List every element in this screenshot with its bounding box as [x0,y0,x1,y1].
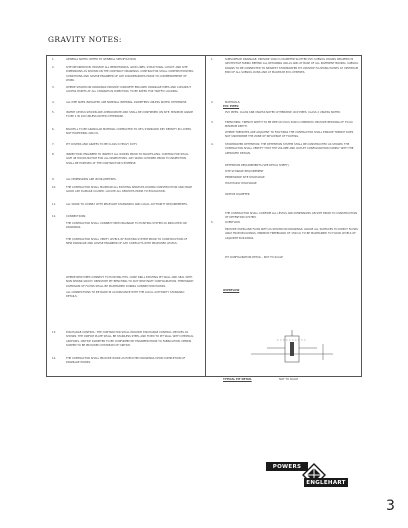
note-text: GENERAL NOTES: REFER TO GENERAL SPECIFICATION. [66,58,137,61]
note-text: PVC PIPES: CLASS SN8 UNLESS NOTED OTHERWISE. RCP PIPES: CLASS 2 UNLESS NOTED. [225,111,341,114]
note-number: 3. [211,121,214,124]
note-number: 9. [52,178,55,181]
note-number: 14. [52,357,57,360]
note-text: TRENCHING: TRENCH WIDTH TO BE PIPE OD PLUS 300mm MINIMUM. PROVIDE BEDDING OF 75mm MINIMUM DEPTH. [225,121,354,129]
note-number: 3. [52,86,55,89]
overflow-subheading: OVERFLOW [223,289,240,292]
note-text: ALL CONNECTIONS TO BE MADE IN ACCORDANCE WITH THE LOCAL AUTHORITY STANDARD DETAILS. [66,291,185,299]
materials-subheading: PVC PIPES: [223,105,240,108]
note-text: PROVIDE OVERLAND FLOW PATH AS SHOWN ON DRAWINGS. GRADE ALL SURFACES TO DIRECT FLOWS AWAY FROM BUILDINGS. MINIMUM FREEBOARD OF 150mm TO BE MAINTAINED TO FLOOR LEVELS OF ADJACENT BUILDINGS. [225,228,358,240]
note-text: PIT COVERS AND GRATES TO BE CLASS D HEAVY DUTY. [66,143,138,146]
note-text: BACKFILL TO BE GRANULAR MATERIAL COMPACTED TO 95% STANDARD DRY DENSITY IN LAYERS NOT EXCEEDING 200mm. [66,128,192,136]
note-text: THE CONTRACTOR SHALL CONNECT NEW DRAINAGE TO EXISTING SYSTEM AS INDICATED ON DRAWINGS. [66,222,187,230]
note-text: ALL PIPE SIZES INDICATED ARE NOMINAL INTERNAL DIAMETERS UNLESS NOTED OTHERWISE. [66,101,188,104]
note-text: OVERFLOW: [225,221,241,224]
schematic-orifice-plate [290,342,294,356]
note-text: PIT CONFIGURATION DETAIL - NOT TO SCALE [225,256,283,259]
company-logo [262,458,352,492]
note-number: 4. [52,101,55,104]
note-number: 7. [52,143,55,146]
note-number: 13. [52,331,57,334]
note-text: SITE INFORMATION: PROVIDE ALL BENCHMARKS, GRID LINES, STRUCTURAL LAYOUT AND SITE DIMENSIONS AS SHOWN ON THE CONTRACT DRAWINGS. CONTRACTOR SHALL CONFIRM EXISTING CONDITIONS AND ADVISE ENGINEER OF ANY DISCREPANCIES PRIOR TO COMMENCEMENT OF WORK. [66,66,194,82]
detail-scale: NOT TO SCALE [279,378,299,381]
note-text: PERMISSIBLE SITE DISCHARGE [225,176,265,179]
note-number: 8. [52,153,55,156]
note-text: WHERE SHOWN ON DRAWINGS PROVIDE CONCRETE ENCASED DRAINAGE PIPES AND CLEANOUT ACCESS POINTS AT ALL CHANGES IN DIRECTION, TO BE RATED FOR TRAFFIC LOADING. [66,86,192,94]
page-number: 3 [386,498,395,514]
note-text: INVERT LEVELS SHOWN ARE APPROXIMATE AND SHALL BE CONFIRMED ON SITE. MINIMUM GRADE TO BE 1 IN 100 UNLESS NOTED OTHERWISE. [66,111,194,119]
note-text: HIGH EARLY DISCHARGE [225,182,257,185]
note-number: 1. [52,58,55,61]
note-number: 2. [211,101,214,104]
note-text: CONNECTIONS: [66,215,87,218]
note-text: WHERE TRENCHES ARE ADJACENT TO FOOTINGS THE CONTRACTOR SHALL ENSURE TRENCH DOES NOT UNDERMINE THE ZONE OF INFLUENCE OF FOOTING. [225,131,354,139]
note-number: 6. [52,128,55,131]
notes-table [46,55,362,381]
column-divider [205,56,206,376]
note-text: THE CONTRACTOR SHALL VERIFY LEVELS OF EXISTING SYSTEM PRIOR TO CONSTRUCTION OF NEW DRAINAGE AND ADVISE ENGINEER OF ANY CONFLICTS WITH PROPOSED LEVELS. [66,238,188,246]
note-text: ORIFICE DIAMETER [225,193,250,196]
logo-top-band: POWERS [266,462,308,471]
note-text: DETENTION REQUIREMENTS (SEE DETAIL SHEET): [225,164,290,167]
note-text: DISCHARGE CONTROL: THE CONTRACTOR SHALL PROVIDE DISCHARGE CONTROL DEVICES AS SHOWN. THE ORIFICE PLATE SHALL BE STAINLESS STEEL AND FIXED TO PIT WALL WITH CHEMICAL ANCHORS. ORIFICE DIAMETER TO BE CONFIRMED BY ENGINEER PRIOR TO FABRICATION. DEBRIS SCREEN TO BE PROVIDED UPSTREAM OF ORIFICE. [66,331,194,347]
note-text: ALL WORK TO COMPLY WITH RELEVANT STANDARDS AND LOCAL AUTHORITY REQUIREMENTS. [66,203,188,206]
note-text: STORMWATER DETENTION: THE DETENTION SYSTEM SHALL BE CONSTRUCTED AS SHOWN. THE CONTRACTOR SHALL CERTIFY THAT THE VOLUME AND OUTLET CONFIGURATION COMPLY WITH THE APPROVED DESIGN. [225,143,354,155]
note-number: 5. [52,111,55,114]
note-text: MATERIALS: [225,101,241,104]
note-text: SITE STORAGE REQUIREMENT [225,170,264,173]
note-text: INSPECTION: ENGINEER TO INSPECT ALL WORKS PRIOR TO BACKFILLING. CONTRACTOR SHALL GIVE 48 HOURS NOTICE FOR ALL INSPECTIONS. ANY WORK COVERED PRIOR TO INSPECTION SHALL BE EXPOSED AT THE CONTRACTOR'S EXPENSE. [66,153,189,165]
note-text: ALL DIMENSIONS ARE IN MILLIMETRES. [66,178,117,181]
note-text: WHERE NEW PIPES CONNECT TO EXISTING PITS, CORE DRILL EXISTING PIT WALL AND SEAL WITH NON SHRINK GROUT. REINSTATE PIT BENCHING TO SUIT NEW INLET CONFIGURATION. TEMPORARY DIVERSION OF FLOWS SHALL BE MAINTAINED DURING CONNECTION WORKS. [66,276,194,288]
note-text: THE CONTRACTOR SHALL MAINTAIN ALL EXISTING SERVICES DURING CONSTRUCTION AND MAKE GOOD ANY DAMAGE CAUSED. LOCATE ALL SERVICES PRIOR TO EXCAVATION. [66,186,193,194]
note-text: THE CONTRACTOR SHALL CONFIRM ALL LEVELS AND DIMENSIONS ON SITE PRIOR TO CONSTRUCTION OF DETENTION SYSTEM. [225,212,358,220]
note-text: SUBSURFACE DRAINAGE: PROVIDE 100mm DIAMETER SLOTTED PVC SUBSOIL DRAINS WRAPPED IN GEOTEXTILE FABRIC BEHIND ALL RETAINING WALLS AND AT BASE OF ALL PAVEMENT BOXING. SUBSOIL DRAINS TO BE CONNECTED TO NEAREST STORMWATER PIT. PROVIDE FLUSHING POINTS AT UPSTREAM END OF ALL SUBSOIL RUNS AND AT MAXIMUM 30m CENTRES. [225,58,359,74]
pit-detail-schematic [247,326,337,374]
page-title: GRAVITY NOTES: [48,35,122,44]
detail-title: TYPICAL PIT DETAIL [223,378,252,381]
logo-bottom-band: ENGLEHART [304,478,348,487]
note-number: 2. [52,66,55,69]
note-number: 4. [211,143,214,146]
note-text: THE CONTRACTOR SHALL PROVIDE WORK AS EXECUTED DRAWINGS UPON COMPLETION OF DRAINAGE WORKS. [66,357,186,365]
note-number: 1. [211,58,214,61]
note-number: 5. [211,221,214,224]
note-number: 11. [52,203,57,206]
note-number: 10. [52,186,57,189]
note-number: 12. [52,215,57,218]
